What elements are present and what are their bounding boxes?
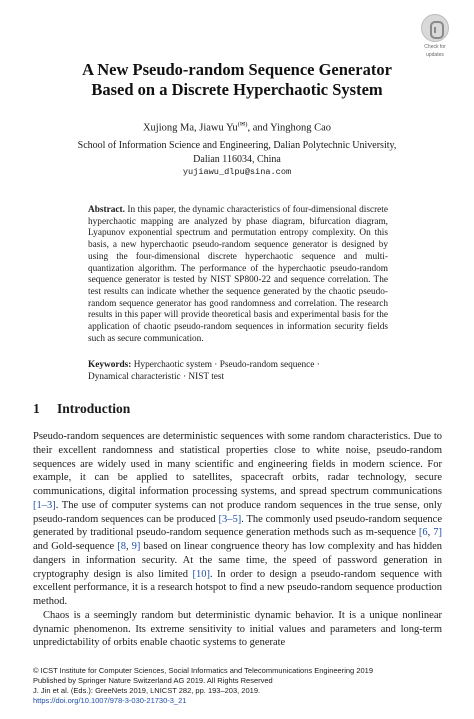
citation-link[interactable]: [1–3] (33, 499, 56, 511)
paragraph-1: Pseudo-random sequences are deterministic sequences with some random characteristics. Due to their excellent randomness and statistical properties close to white noise, pseudo-random sequences are widely used in many scientific and engineering fields in modern science. For example, it can be applied to satellites, spacecraft orbits, radar technology, secure communications, digital information processing systems, and spread spectrum communications [1–3]. The use of computer systems can not produce random sequences in the true sense, only pseudo-random sequences can be produced [3–5]. The commonly used pseudo-random sequence generated by traditional pseudo-random sequence generation methods such as m-sequence [6, 7] and Gold-sequence [8, 9] based on linear congruence theory has low complexity and has hidden dangers in information security. At the same time, the speed of password generation in cryptography design is also limited [10]. In order to design a pseudo-random sequence with excellent performance, it is a research hotspot to find a new pseudo-random sequence production method. (33, 431, 443, 607)
abstract-label: Abstract. (88, 205, 125, 215)
footer-citation: J. Jin et al. (Eds.): GreeNets 2019, LNICST 282, pp. 193–203, 2019. (33, 686, 261, 695)
keywords-label: Keywords: (88, 360, 132, 370)
authors-last: , and Yinghong Cao (247, 122, 332, 134)
affiliation-line-1: School of Information Science and Engineering, Dalian Polytechnic University, (77, 140, 397, 151)
keywords-line-2: Dynamical characteristic · NIST test (88, 371, 225, 382)
doi-link[interactable]: https://doi.org/10.1007/978-3-030-21730-3_21 (33, 696, 187, 705)
section-number: 1 (33, 401, 40, 416)
citation-link[interactable]: [8 (117, 541, 126, 552)
corresponding-author-mark[interactable]: (✉) (237, 121, 248, 128)
badge-label-2: updates (426, 52, 444, 58)
citation-link[interactable]: [10] (192, 568, 210, 580)
keywords-line-1: Hyperchaotic system · Pseudo-random sequence · (133, 360, 320, 370)
text-run: . The use of computer systems can not produce random sequences in the true sense, only pseudo-random sequences can be produced (33, 499, 442, 525)
check-for-updates-badge[interactable] (419, 14, 451, 58)
text-run: based on linear congruence theory has low complexity and has hidden dangers in information security. At the same time, the speed of password generation in cryptography design is also limited (33, 541, 443, 580)
title-line-2: Based on a Discrete Hyperchaotic System (91, 80, 383, 99)
introduction-body (33, 430, 442, 650)
badge-label-1: Check for (424, 44, 446, 50)
authors-first: Xujiong Ma, Jiawu Yu (142, 122, 238, 134)
keywords (88, 360, 388, 383)
affiliation-line-2: Dalian 116034, China (193, 153, 281, 165)
footer-copyright: © ICST Institute for Computer Sciences, Social Informatics and Telecommunications Engineering 2019 (33, 666, 374, 675)
text-run: and Gold-sequence (33, 541, 118, 552)
affiliation (0, 139, 474, 166)
citation-link[interactable]: [6 (418, 527, 428, 539)
footer-publisher: Published by Springer Nature Switzerland AG 2019. All Rights Reserved (33, 676, 273, 685)
bookmark-icon (421, 14, 449, 42)
citation-link[interactable]: [3–5] (218, 513, 242, 525)
author-email[interactable]: yujiawu_dlpu@sina.com (182, 167, 292, 177)
author-list (0, 118, 474, 136)
title-line-1: A New Pseudo-random Sequence Generator (82, 60, 392, 79)
text-run: Pseudo-random sequences are deterministic sequences with some random characteristics. Due to their excellent randomness and statistical properties close to white noise, pseudo-random sequences are widely used in many scientific and engineering fields in modern science. For example, it can be applied to satellites, spacecraft orbits, radar technology, secure communications, digital information processing systems, and spread spectrum communications (33, 431, 442, 497)
citation-link[interactable]: 7] (433, 527, 442, 539)
citation-link[interactable]: 9] (131, 541, 141, 552)
abstract-text: In this paper, the dynamic characteristics of four-dimensional discrete hyperchaotic mapping are analyzed by phase diagram, bifurcation diagram, Lyapunov exponential spectrum and permutation entropy complexity. On this basis, a new hyperchaotic pseudo-random sequence generator is designed by using the four-dimensional discrete hyperchaotic sequence and multi-quantization algorithm. The performance of the hyperchaotic pseudo-random sequence generator is tested by NIST SP800-22 and sequence correlation. The test results can indicate whether the sequence generated by the chaotic pseudo-random sequence generator has good randomness and correlation. The research results in this paper will provide theoretical basis and experimental basis for the application of chaotic pseudo-random sequences in information security fields such as secure communication. (88, 205, 389, 344)
abstract (88, 205, 388, 345)
text-run: . In order to design a pseudo-random sequence with excellent performance, it is a research hotspot to find a new pseudo-random sequence production method. (33, 568, 442, 607)
section-heading (33, 400, 130, 418)
text-run: . The commonly used pseudo-random sequence generated by traditional pseudo-random sequence generation methods such as m-sequence (33, 513, 442, 539)
paragraph-2: Chaos is a seemingly random but deterministic dynamic behavior. It is a unique nonlinear dynamic phenomenon. Its extreme sensitivity to initial values and parameters and long-term unpredictability of orbits enable chaotic systems to generate (33, 609, 442, 649)
section-title: Introduction (57, 401, 131, 416)
copyright-footer (33, 666, 442, 706)
paper-title (0, 60, 474, 100)
